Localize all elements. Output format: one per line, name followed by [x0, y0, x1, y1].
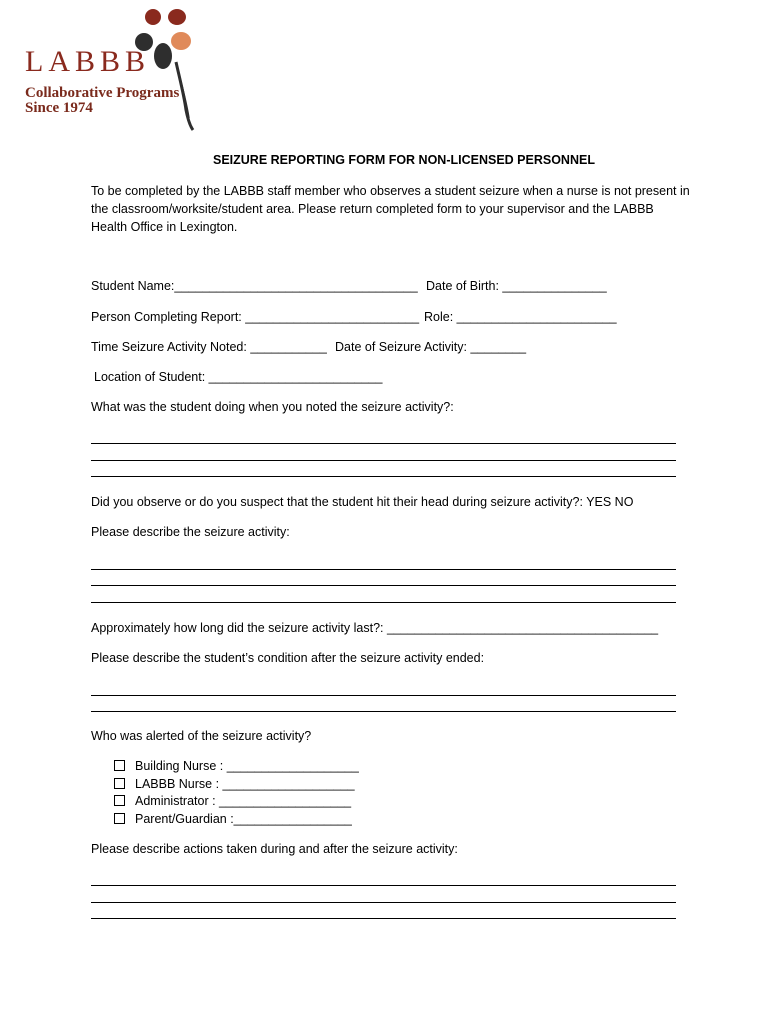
answer-line[interactable]	[91, 460, 676, 461]
date-of-activity-field[interactable]: Date of Seizure Activity: ________	[335, 340, 527, 354]
checkbox[interactable]	[114, 813, 125, 824]
checkbox[interactable]	[114, 778, 125, 789]
answer-line[interactable]	[91, 443, 676, 444]
answer-line[interactable]	[91, 602, 676, 603]
answer-line[interactable]	[91, 585, 676, 586]
question-condition: Please describe the student’s condition after the seizure activity ended:	[91, 651, 485, 665]
alert-option-parent-guardian[interactable]	[114, 812, 352, 827]
alert-option-label: Building Nurse : ___________________	[135, 759, 359, 773]
alert-option-label: LABBB Nurse : ___________________	[135, 777, 355, 791]
logo-name: LABBB	[25, 45, 151, 78]
alert-option-administrator[interactable]	[114, 794, 351, 809]
logo-tagline-line2: Since 1974	[25, 100, 93, 116]
alert-option-label: Parent/Guardian :_________________	[135, 812, 352, 826]
answer-line[interactable]	[91, 476, 676, 477]
answer-line[interactable]	[91, 885, 676, 886]
person-completing-field[interactable]: Person Completing Report: _________________________	[91, 310, 420, 324]
logo	[0, 0, 210, 135]
logo-tagline-line1: Collaborative Programs	[25, 85, 180, 101]
alert-option-labbb-nurse[interactable]	[114, 777, 355, 792]
checkbox[interactable]	[114, 760, 125, 771]
location-field[interactable]: Location of Student: _________________________	[94, 370, 383, 384]
question-describe-seizure: Please describe the seizure activity:	[91, 525, 290, 539]
alert-option-label: Administrator : ___________________	[135, 794, 352, 808]
answer-line[interactable]	[91, 569, 676, 570]
answer-line[interactable]	[91, 695, 676, 696]
question-doing: What was the student doing when you noted the seizure activity?:	[91, 400, 454, 414]
checkbox[interactable]	[114, 795, 125, 806]
question-duration[interactable]: Approximately how long did the seizure activity last?: _______________________________________	[91, 621, 659, 635]
question-hit-head: Did you observe or do you suspect that the student hit their head during seizure activity?: YES NO	[91, 495, 634, 509]
form-intro: To be completed by the LABBB staff member who observes a student seizure when a nurse is not present in the classroom/worksite/student area. Please return completed form to your supervisor and the LABBB Health Office in Lexington.	[91, 184, 690, 234]
answer-line[interactable]	[91, 902, 676, 903]
form-title: SEIZURE REPORTING FORM FOR NON-LICENSED PERSONNEL	[213, 153, 595, 167]
role-field[interactable]: Role: _______________________	[424, 310, 617, 324]
date-of-birth-field[interactable]: Date of Birth: _______________	[426, 279, 607, 293]
time-noted-field[interactable]: Time Seizure Activity Noted: ___________	[91, 340, 327, 354]
question-actions: Please describe actions taken during and after the seizure activity:	[91, 842, 458, 856]
alert-option-building-nurse[interactable]	[114, 759, 359, 774]
answer-line[interactable]	[91, 918, 676, 919]
student-name-field[interactable]: Student Name:___________________________________	[91, 279, 418, 293]
answer-line[interactable]	[91, 711, 676, 712]
question-alerted: Who was alerted of the seizure activity?	[91, 729, 312, 743]
